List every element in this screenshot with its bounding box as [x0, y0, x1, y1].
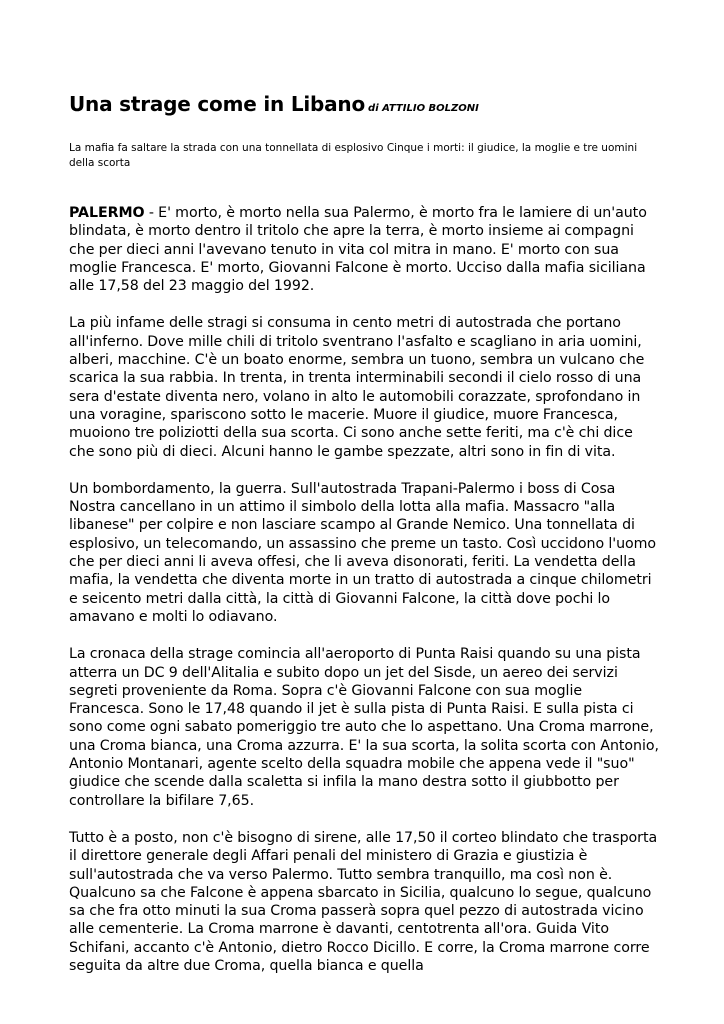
article-header [69, 86, 659, 123]
article-byline: di ATTILIO BOLZONI [368, 103, 479, 114]
article-paragraph-1-text: - E' morto, è morto nella sua Palermo, è morto fra le lamiere di un'auto blindata, è morto dentro il tritolo che apre la terra, è morto insieme ai compagni che per dieci anni l'avevano tenuto in vita col mitra in mano. E' morto con sua moglie Francesca. E' morto, Giovanni Falcone è morto. Ucciso dalla mafia siciliana alle 17,58 del 23 maggio del 1992. [69, 205, 647, 295]
article-paragraph-1 [69, 204, 659, 295]
article-title: Una strage come in Libano [69, 92, 366, 116]
article-body [69, 204, 659, 975]
document-page [69, 86, 659, 994]
article-subtitle: La mafia fa saltare la strada con una tonnellata di esplosivo Cinque i morti: il giudice, la moglie e tre uomini della scorta [69, 142, 638, 169]
article-paragraph-3: Un bombordamento, la guerra. Sull'autostrada Trapani-Palermo i boss di Cosa Nostra cancellano in un attimo il simbolo della lotta alla mafia. Massacro "alla libanese" per colpire e non lasciare scampo al Grande Nemico. Una tonnellata di esplosivo, un telecomando, un assassino che preme un tasto. Così uccidono l'uomo che per dieci anni li aveva offesi, che li aveva disonorati, feriti. La vendetta della mafia, la vendetta che diventa morte in un tratto di autostrada a cinque chilometri e seicento metri dalla città, la città di Giovanni Falcone, la città dove pochi lo amavano e molti lo odiavano. [69, 480, 657, 625]
article-dateline: PALERMO [69, 205, 145, 221]
article-paragraph-5: Tutto è a posto, non c'è bisogno di sirene, alle 17,50 il corteo blindato che trasporta il direttore generale degli Affari penali del ministero di Grazia e giustizia è sull'autostrada che va verso Palermo. Tutto sembra tranquillo, ma così non è. Qualcuno sa che Falcone è appena sbarcato in Sicilia, qualcuno lo segue, qualcuno sa che fra otto minuti la sua Croma passerà sopra quel pezzo di autostrada vicino alle cementerie. La Croma marrone è davanti, centotrenta all'ora. Guida Vito Schifani, accanto c'è Antonio, dietro Rocco Dicillo. E corre, la Croma marrone corre seguita da altre due Croma, quella bianca e quella [69, 829, 658, 974]
article-paragraph-2: La più infame delle stragi si consuma in cento metri di autostrada che portano all'inferno. Dove mille chili di tritolo sventrano l'asfalto e scagliano in aria uomini, alberi, macchine. C'è un boato enorme, sembra un tuono, sembra un vulcano che scarica la sua rabbia. In trenta, in trenta interminabili secondi il cielo rosso di una sera d'estate diventa nero, volano in alto le automobili corazzate, sprofondano in una voragine, spariscono sotto le macerie. Muore il giudice, muore Francesca, muoiono tre poliziotti della sua scorta. Ci sono anche sette feriti, ma c'è chi dice che sono più di dieci. Alcuni hanno le gambe spezzate, altri sono in fin di vita. [69, 315, 645, 460]
article-paragraph-4: La cronaca della strage comincia all'aeroporto di Punta Raisi quando su una pista atterra un DC 9 dell'Alitalia e subito dopo un jet del Sisde, un aereo dei servizi segreti proveniente da Roma. Sopra c'è Giovanni Falcone con sua moglie Francesca. Sono le 17,48 quando il jet è sulla pista di Punta Raisi. E sulla pista ci sono come ogni sabato pomeriggio tre auto che lo aspettano. Una Croma marrone, una Croma bianca, una Croma azzurra. E' la sua scorta, la solita scorta con Antonio, Antonio Montanari, agente scelto della squadra mobile che appena vede il "suo" giudice che scende dalla scaletta si infila la mano destra sotto il giubbotto per controllare la bifilare 7,65. [69, 646, 659, 809]
